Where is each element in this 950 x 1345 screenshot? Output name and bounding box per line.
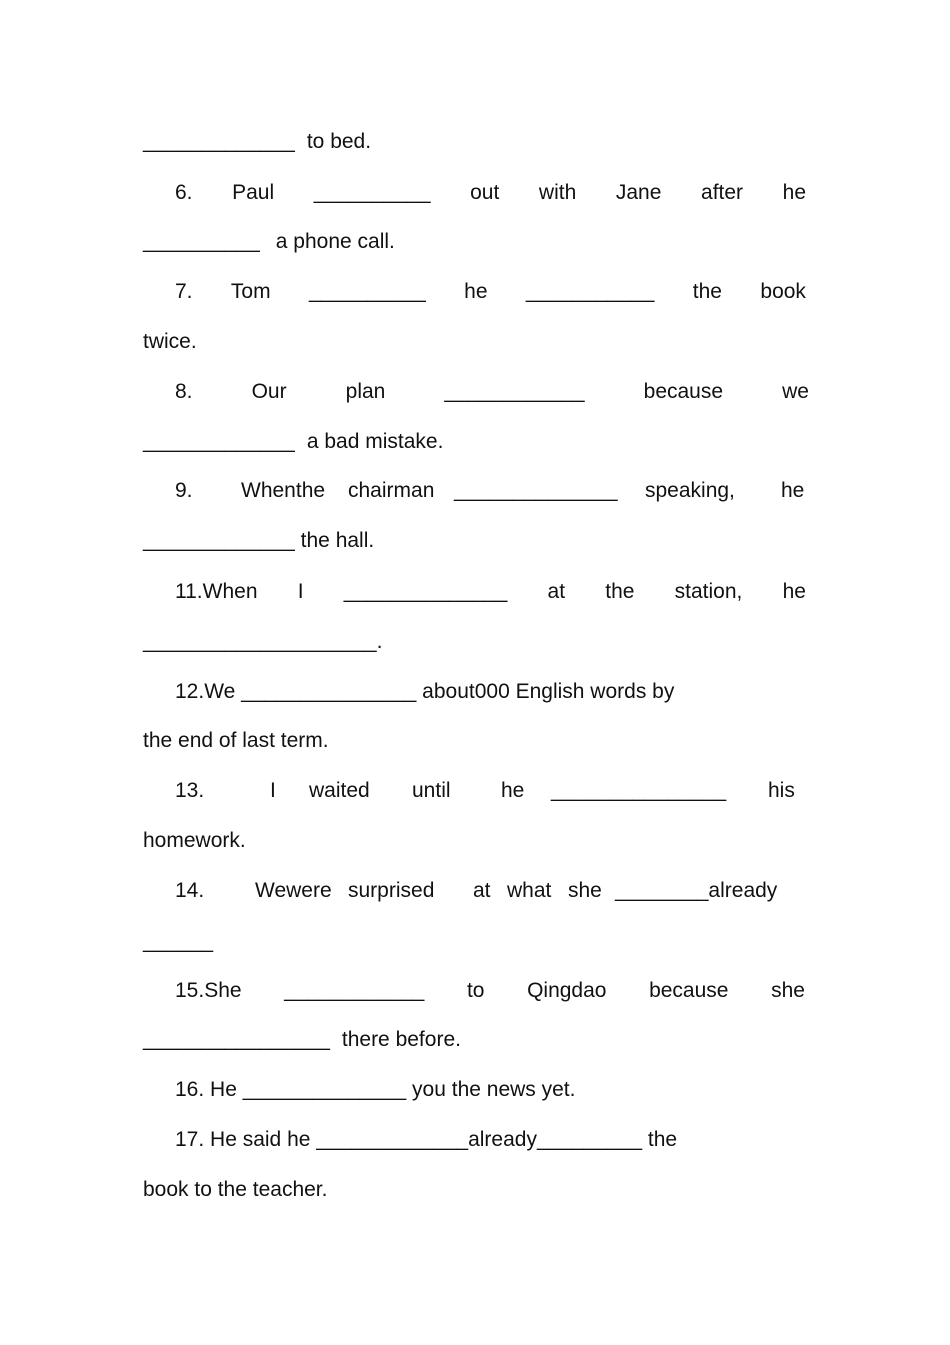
word: at xyxy=(547,580,566,603)
word: she xyxy=(771,979,805,1002)
item-number: 13. xyxy=(175,779,205,802)
text-segment: homework. xyxy=(143,829,246,852)
answer-blank: ______________ xyxy=(343,580,508,603)
word: until xyxy=(412,779,451,802)
exercise-9 xyxy=(175,477,809,505)
exercise-7-continuation xyxy=(143,328,809,356)
word: speaking, xyxy=(645,479,735,502)
word: at xyxy=(473,879,491,902)
word: he xyxy=(501,779,525,802)
answer-blank: __________ xyxy=(308,280,426,303)
exercise-13-continuation xyxy=(143,827,809,855)
answer-blank: __________ xyxy=(313,181,431,204)
word: out xyxy=(470,181,500,204)
answer-blank: ____________ xyxy=(284,979,425,1002)
text-segment: 16. He ______________ you the news yet. xyxy=(175,1078,576,1101)
item-number: 6. xyxy=(175,181,193,204)
answer-blank: ______ xyxy=(143,930,214,953)
exercise-9-continuation xyxy=(143,527,809,555)
answer-blank: __________ xyxy=(143,230,260,253)
word: we xyxy=(782,380,809,403)
word: book xyxy=(760,280,806,303)
exercise-12-continuation xyxy=(143,727,809,755)
word: Tom xyxy=(230,280,271,303)
exercise-13 xyxy=(175,777,809,805)
text-segment: there before. xyxy=(341,1028,461,1051)
word: surprised xyxy=(348,879,435,902)
word: to xyxy=(466,979,485,1002)
word: after xyxy=(701,181,744,204)
word: chairman xyxy=(348,479,435,502)
item-number: 15.She xyxy=(175,979,242,1002)
text-segment: book to the teacher. xyxy=(143,1178,328,1201)
item-number: 8. xyxy=(175,380,193,403)
word: Paul xyxy=(232,181,275,204)
text-segment: the end of last term. xyxy=(143,729,329,752)
exercise-8 xyxy=(175,378,809,406)
answer-blank: ___________ xyxy=(525,280,655,303)
word: because xyxy=(643,380,724,403)
answer-blank: ______________ xyxy=(454,479,618,502)
exercise-7 xyxy=(175,278,806,306)
word: with xyxy=(538,181,577,204)
exercise-15-continuation xyxy=(143,1026,809,1054)
word: the xyxy=(605,580,635,603)
word: he xyxy=(464,280,488,303)
word: Qingdao xyxy=(527,979,607,1002)
word: the xyxy=(692,280,722,303)
text-segment: twice. xyxy=(143,330,197,353)
word: plan xyxy=(345,380,386,403)
word: she xyxy=(568,879,602,902)
exercise-6 xyxy=(175,179,806,207)
text-segment: _____________ the hall. xyxy=(143,529,375,552)
exercise-16 xyxy=(175,1076,809,1104)
text-segment: 12.We _______________ about000 English words by xyxy=(175,680,675,703)
exercise-5-continuation xyxy=(143,128,809,156)
word: station, xyxy=(674,580,743,603)
exercise-14-continuation xyxy=(143,928,809,956)
item-number: 14. xyxy=(175,879,205,902)
item-number: 11.When xyxy=(175,580,258,603)
word: he xyxy=(782,580,806,603)
word: he xyxy=(782,181,806,204)
word: what xyxy=(507,879,552,902)
word: because xyxy=(649,979,729,1002)
word: he xyxy=(781,479,805,502)
answer-blank: _______________ xyxy=(551,779,727,802)
word: Jane xyxy=(615,181,662,204)
exercise-14 xyxy=(175,877,809,905)
item-number: 7. xyxy=(175,280,193,303)
word: waited xyxy=(309,779,370,802)
answer-blank: ________________ xyxy=(143,1028,330,1051)
exercise-17-continuation xyxy=(143,1176,809,1204)
exercise-6-continuation xyxy=(143,228,809,256)
answer-blank: ________already xyxy=(615,879,778,902)
item-number: 9. xyxy=(175,479,193,502)
word: I xyxy=(297,580,304,603)
text-segment: a phone call. xyxy=(275,230,395,253)
text-segment: a bad mistake. xyxy=(306,430,444,453)
text-segment: 17. He said he _____________already_________ the xyxy=(175,1128,678,1151)
word: Our xyxy=(251,380,287,403)
word: Whenthe xyxy=(241,479,326,502)
exercise-17 xyxy=(175,1126,809,1154)
answer-blank: ____________________. xyxy=(143,630,383,653)
answer-blank: _____________ xyxy=(143,130,295,153)
answer-blank: _____________ xyxy=(143,430,295,453)
word: his xyxy=(768,779,795,802)
exercise-11-continuation xyxy=(143,628,809,656)
exercise-8-continuation xyxy=(143,428,809,456)
exercise-15 xyxy=(175,977,805,1005)
text-segment: to bed. xyxy=(306,130,372,153)
word: I xyxy=(270,779,276,802)
answer-blank: ____________ xyxy=(444,380,585,403)
exercise-11 xyxy=(175,578,806,606)
exercise-12 xyxy=(175,678,809,706)
word: Wewere xyxy=(255,879,332,902)
